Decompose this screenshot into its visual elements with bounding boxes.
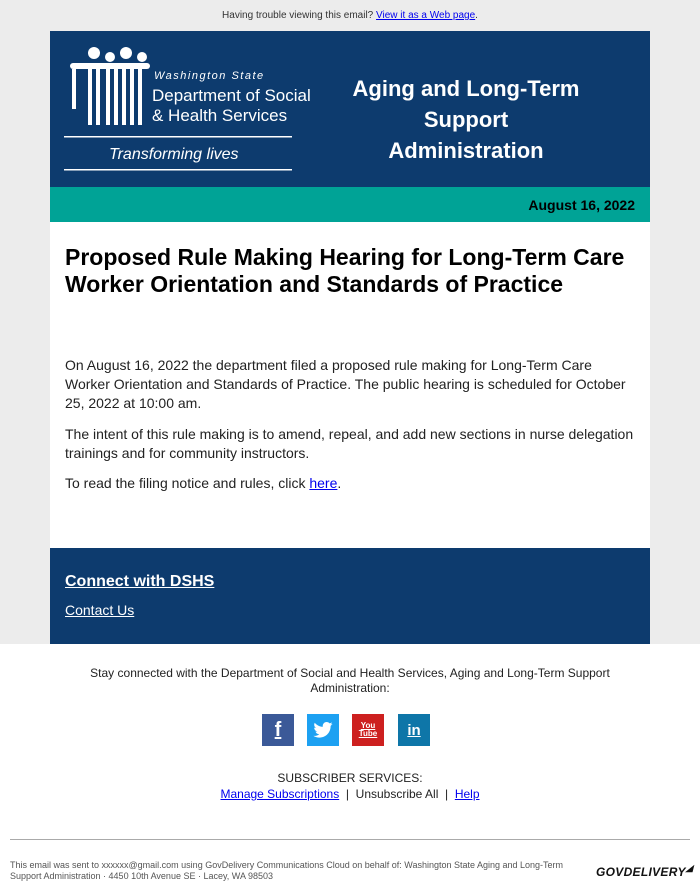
stay-connected-text: Stay connected with the Department of Social and Health Services, Aging and Long-Term Support Administration: xyxy=(90,666,610,695)
admin-title-line1: Aging and Long-Term Support xyxy=(352,76,580,132)
linkedin-glyph: in xyxy=(407,721,421,739)
view-web-link[interactable]: View it as a Web page xyxy=(376,10,476,21)
govdelivery-text: GOVDELIVERY xyxy=(596,865,686,879)
logo-line2: & Health Services xyxy=(152,106,288,125)
logo-state: Washington State xyxy=(154,70,265,82)
divider xyxy=(10,839,690,840)
admin-title xyxy=(308,73,624,166)
admin-title-line2: Administration xyxy=(388,138,544,163)
preheader-end: . xyxy=(475,10,478,21)
facebook-glyph: f xyxy=(274,718,282,741)
linkedin-icon[interactable] xyxy=(398,714,430,746)
youtube-icon[interactable] xyxy=(352,714,384,746)
manage-subscriptions-link[interactable]: Manage Subscriptions xyxy=(220,787,340,801)
subscriber-services-title: SUBSCRIBER SERVICES: xyxy=(277,771,423,785)
article-para-1: On August 16, 2022 the department filed a proposed rule making for Long-Term Care Worker Orientation and Standards of Practice. The public hearing is scheduled for October 25, 2022 at 10:00 am. xyxy=(65,357,626,411)
separator: | xyxy=(339,787,356,801)
youtube-glyph: You Tube xyxy=(358,721,378,738)
article xyxy=(50,222,650,548)
logo-tagline: Transforming lives xyxy=(109,146,239,163)
date-band xyxy=(50,187,650,222)
separator: | xyxy=(438,787,455,801)
email-header xyxy=(50,31,650,187)
twitter-icon[interactable] xyxy=(307,714,339,746)
article-headline: Proposed Rule Making Hearing for Long-Term Care Worker Orientation and Standards of Practice xyxy=(65,244,625,297)
speech-icon: ◢ xyxy=(685,863,694,873)
article-para-2: The intent of this rule making is to amend, repeal, and add new sections in nurse delegation trainings and for community instructors. xyxy=(65,426,634,461)
fine-print: This email was sent to xxxxxx@gmail.com using GovDelivery Communications Cloud on behalf of: Washington State Aging and Long-Term Support Administration · 4450 10th Avenue SE · Lacey, WA 98503 xyxy=(10,860,564,881)
contact-us-link[interactable]: Contact Us xyxy=(65,602,135,618)
preheader-text: Having trouble viewing this email? xyxy=(222,10,377,21)
preheader xyxy=(0,10,700,21)
govdelivery-logo xyxy=(596,863,693,879)
issue-date: August 16, 2022 xyxy=(528,197,635,213)
para3-prefix: To read the filing notice and rules, click xyxy=(65,475,310,491)
help-link[interactable]: Help xyxy=(454,787,480,801)
logo-line1: Department of Social xyxy=(152,86,311,105)
twitter-bird xyxy=(313,722,333,738)
dshs-logo xyxy=(64,43,311,171)
social-icons xyxy=(262,714,442,746)
subscriber-links xyxy=(0,787,700,801)
here-link[interactable]: here xyxy=(309,475,338,491)
article-para-3 xyxy=(65,474,640,493)
footer-connect xyxy=(50,548,650,644)
para3-suffix: . xyxy=(337,475,342,491)
connect-link[interactable]: Connect with DSHS xyxy=(65,573,215,590)
unsubscribe-all-text: Unsubscribe All xyxy=(355,787,439,801)
facebook-icon[interactable] xyxy=(262,714,294,746)
